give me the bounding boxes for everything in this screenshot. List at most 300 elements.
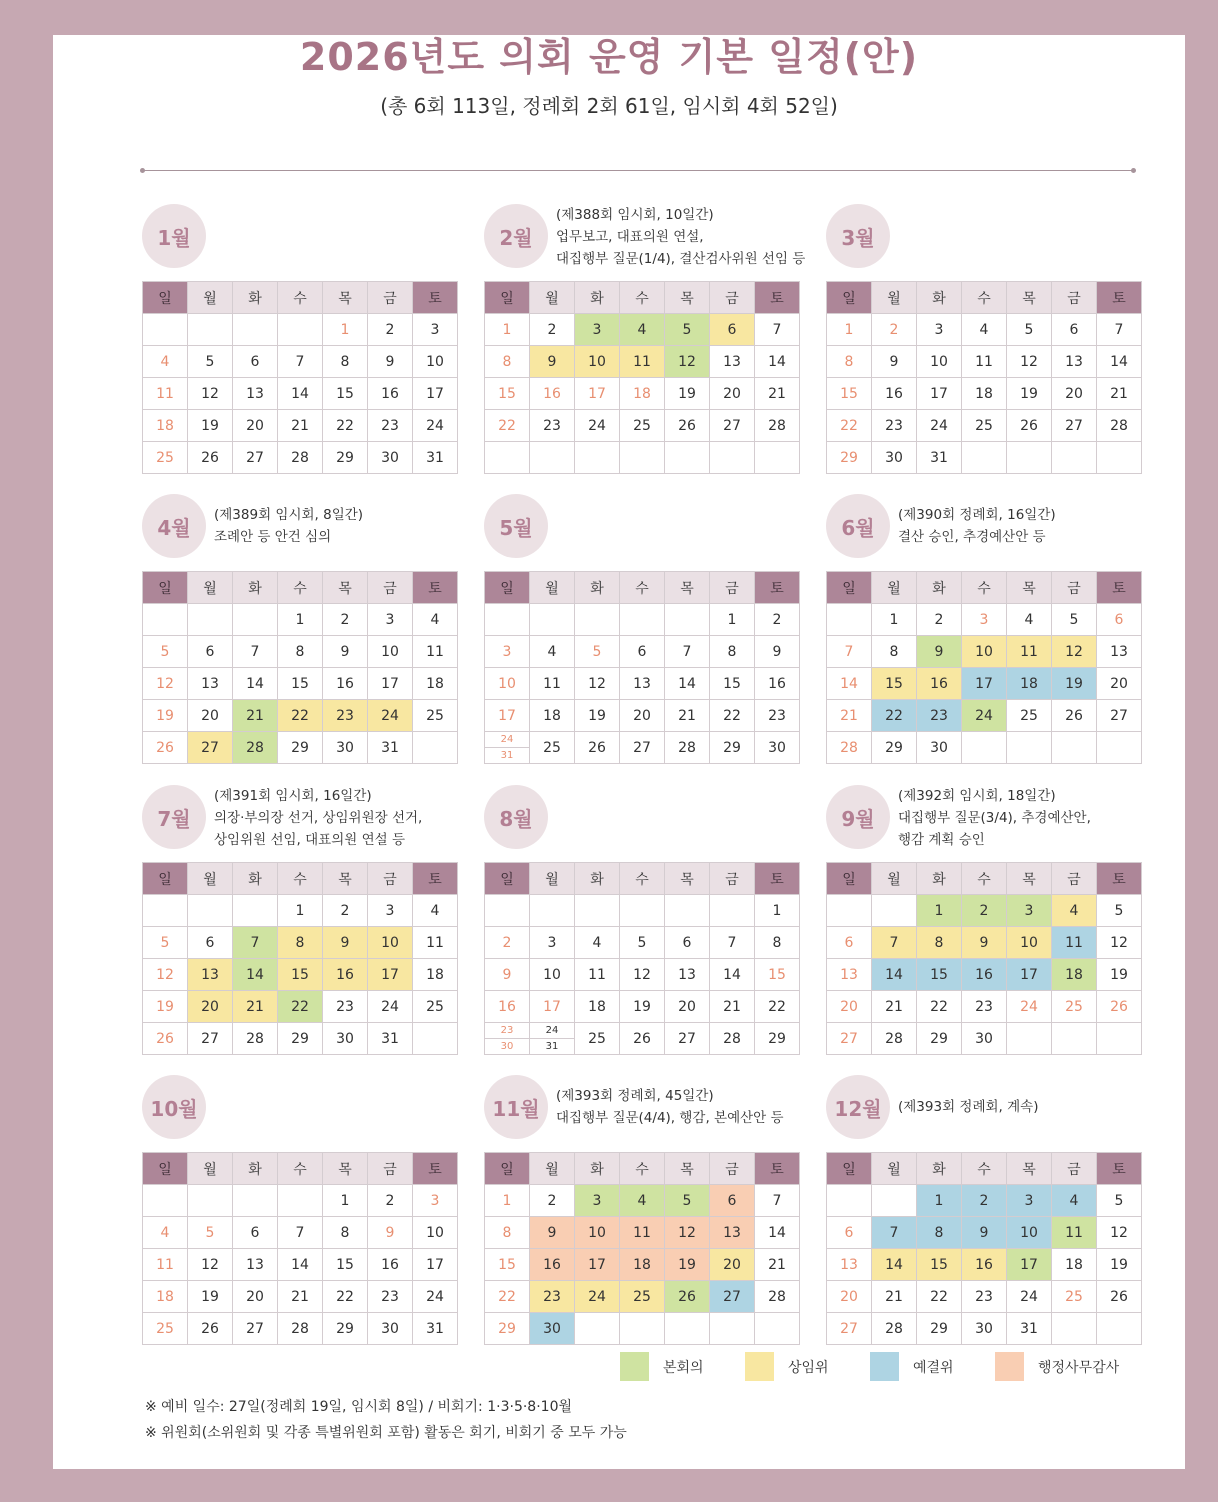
day-cell: 28 [827, 732, 872, 764]
day-cell: 5 [665, 314, 710, 346]
day-cell: 2 [485, 927, 530, 959]
weekday-header: 화 [917, 1153, 962, 1185]
weekday-header: 금 [368, 282, 413, 314]
day-cell: 12 [1052, 636, 1097, 668]
day-cell: 25 [1052, 991, 1097, 1023]
session-note [556, 204, 805, 270]
day-cell: 5 [143, 927, 188, 959]
day-cell: 21 [872, 1281, 917, 1313]
day-cell: 16 [755, 668, 800, 700]
day-cell: 15 [917, 959, 962, 991]
day-cell: 23 [530, 1281, 575, 1313]
day-cell: 21 [710, 991, 755, 1023]
day-cell: 9 [323, 927, 368, 959]
day-cell: 25 [620, 1281, 665, 1313]
weekday-header: 월 [872, 863, 917, 895]
weekday-header: 월 [872, 282, 917, 314]
day-cell: 29 [917, 1313, 962, 1345]
day-cell: 24 [575, 410, 620, 442]
session-note-line: 의장·부의장 선거, 상임위원장 선거, [214, 810, 423, 826]
day-cell: 8 [323, 1217, 368, 1249]
day-cell: 16 [872, 378, 917, 410]
legend-item-budget-committee [870, 1352, 954, 1381]
day-cell: 6 [827, 927, 872, 959]
day-cell: 21 [872, 991, 917, 1023]
day-cell: 20 [620, 700, 665, 732]
day-cell: 15 [485, 378, 530, 410]
day-cell: 6 [233, 1217, 278, 1249]
day-cell: 4 [620, 1185, 665, 1217]
day-cell: 21 [755, 1249, 800, 1281]
day-cell: 14 [755, 1217, 800, 1249]
day-cell: 21 [233, 700, 278, 732]
day-cell: 8 [917, 1217, 962, 1249]
day-cell: 15 [710, 668, 755, 700]
day-cell [530, 442, 575, 474]
day-cell: 14 [233, 668, 278, 700]
day-cell: 31 [368, 1023, 413, 1055]
day-cell: 11 [413, 636, 458, 668]
day-cell: 18 [620, 1249, 665, 1281]
day-cell: 12 [665, 1217, 710, 1249]
weekday-header: 금 [710, 1153, 755, 1185]
day-cell: 7 [755, 1185, 800, 1217]
legend-item-audit [995, 1352, 1119, 1381]
day-cell: 11 [575, 959, 620, 991]
legend-item-plenary [620, 1352, 704, 1381]
day-cell: 3 [575, 1185, 620, 1217]
weekday-header: 목 [323, 863, 368, 895]
day-cell: 5 [188, 346, 233, 378]
day-cell: 13 [620, 668, 665, 700]
weekday-header: 토 [1097, 863, 1142, 895]
weekday-header: 금 [710, 282, 755, 314]
day-cell: 11 [1052, 927, 1097, 959]
weekday-header: 토 [413, 1153, 458, 1185]
weekday-header: 수 [962, 282, 1007, 314]
weekday-header: 화 [233, 282, 278, 314]
day-cell: 17 [1007, 959, 1052, 991]
day-cell: 28 [665, 732, 710, 764]
weekday-header: 금 [1052, 572, 1097, 604]
day-cell: 10 [530, 959, 575, 991]
day-cell: 1 [755, 895, 800, 927]
day-cell [278, 314, 323, 346]
session-note-line: (제390회 정례회, 16일간) [898, 507, 1056, 523]
day-cell: 16 [323, 959, 368, 991]
month-badge: 8월 [484, 785, 548, 849]
day-cell: 3 [917, 314, 962, 346]
day-cell: 28 [755, 410, 800, 442]
day-cell: 25 [143, 442, 188, 474]
day-cell: 29 [827, 442, 872, 474]
day-cell: 17 [368, 668, 413, 700]
day-cell: 2 [962, 1185, 1007, 1217]
weekday-header: 화 [575, 1153, 620, 1185]
weekday-header: 일 [143, 282, 188, 314]
day-cell: 29 [710, 732, 755, 764]
session-note-line: (제391회 임시회, 16일간) [214, 788, 372, 804]
weekday-header: 토 [755, 863, 800, 895]
day-cell: 5 [1007, 314, 1052, 346]
day-cell: 6 [233, 346, 278, 378]
day-cell: 15 [872, 668, 917, 700]
day-cell: 5 [620, 927, 665, 959]
day-cell: 9 [530, 346, 575, 378]
day-cell: 12 [143, 959, 188, 991]
day-cell: 23 [368, 1281, 413, 1313]
day-cell: 28 [278, 1313, 323, 1345]
weekday-header: 금 [710, 572, 755, 604]
day-cell: 1 [323, 1185, 368, 1217]
day-cell: 6 [710, 314, 755, 346]
weekday-header: 토 [755, 572, 800, 604]
weekday-header: 목 [665, 572, 710, 604]
day-cell: 17 [530, 991, 575, 1023]
day-cell: 5 [575, 636, 620, 668]
day-cell: 29 [278, 732, 323, 764]
day-cell: 30 [323, 732, 368, 764]
day-cell: 2 [323, 895, 368, 927]
legend-label: 본회의 [663, 1359, 704, 1376]
day-cell: 22 [755, 991, 800, 1023]
weekday-header: 목 [665, 282, 710, 314]
day-cell: 18 [1052, 1249, 1097, 1281]
day-cell: 13 [827, 1249, 872, 1281]
weekday-header: 수 [620, 572, 665, 604]
weekday-header: 목 [323, 282, 368, 314]
day-cell: 1 [485, 1185, 530, 1217]
day-cell: 30 [755, 732, 800, 764]
session-note-line: 대집행부 질문(4/4), 행감, 본예산안 등 [556, 1110, 784, 1126]
day-cell: 17 [413, 1249, 458, 1281]
day-cell: 15 [323, 1249, 368, 1281]
day-cell: 9 [368, 1217, 413, 1249]
day-cell: 27 [665, 1023, 710, 1055]
day-cell: 17 [575, 378, 620, 410]
title-divider [142, 170, 1134, 171]
day-cell: 21 [827, 700, 872, 732]
day-cell: 25 [620, 410, 665, 442]
day-cell [1097, 442, 1142, 474]
weekday-header: 금 [710, 863, 755, 895]
day-cell [620, 604, 665, 636]
day-cell: 7 [665, 636, 710, 668]
day-cell: 29 [278, 1023, 323, 1055]
day-cell: 5 [1052, 604, 1097, 636]
day-cell: 10 [413, 1217, 458, 1249]
weekday-header: 수 [278, 282, 323, 314]
day-cell: 20 [710, 1249, 755, 1281]
weekday-header: 화 [233, 572, 278, 604]
month-badge: 6월 [826, 494, 890, 558]
weekday-header: 토 [755, 282, 800, 314]
weekday-header: 일 [827, 572, 872, 604]
day-cell: 22 [323, 1281, 368, 1313]
month-table [142, 1152, 458, 1345]
day-cell: 6 [827, 1217, 872, 1249]
day-cell [575, 442, 620, 474]
weekday-header: 수 [962, 863, 1007, 895]
weekday-header: 화 [575, 282, 620, 314]
day-cell: 8 [710, 636, 755, 668]
day-cell: 27 [233, 1313, 278, 1345]
day-cell: 30 [962, 1313, 1007, 1345]
day-cell: 8 [872, 636, 917, 668]
day-cell [485, 732, 530, 764]
day-cell: 24 [962, 700, 1007, 732]
weekday-header: 월 [530, 282, 575, 314]
day-cell: 31 [368, 732, 413, 764]
day-cell: 10 [575, 1217, 620, 1249]
day-cell: 9 [485, 959, 530, 991]
day-cell: 8 [485, 1217, 530, 1249]
day-cell: 16 [368, 1249, 413, 1281]
day-cell: 14 [755, 346, 800, 378]
weekday-header: 일 [485, 282, 530, 314]
day-cell: 21 [278, 410, 323, 442]
day-cell: 30 [368, 442, 413, 474]
day-cell: 12 [1007, 346, 1052, 378]
day-cell: 10 [917, 346, 962, 378]
day-cell: 28 [233, 732, 278, 764]
weekday-header: 월 [188, 572, 233, 604]
day-cell: 24 [413, 1281, 458, 1313]
month-table [484, 1152, 800, 1345]
day-cell: 21 [1097, 378, 1142, 410]
day-cell: 23 [323, 991, 368, 1023]
day-cell: 18 [962, 378, 1007, 410]
weekday-header: 화 [575, 572, 620, 604]
weekday-header: 화 [575, 863, 620, 895]
day-cell [143, 314, 188, 346]
day-cell: 2 [368, 314, 413, 346]
day-cell: 17 [962, 668, 1007, 700]
weekday-header: 수 [278, 863, 323, 895]
day-cell: 26 [665, 410, 710, 442]
month-badge: 5월 [484, 494, 548, 558]
day-cell: 18 [143, 410, 188, 442]
legend-label: 예결위 [913, 1359, 954, 1376]
day-cell: 11 [962, 346, 1007, 378]
day-cell: 5 [1097, 1185, 1142, 1217]
day-cell: 27 [188, 732, 233, 764]
day-cell [188, 1185, 233, 1217]
day-cell [710, 442, 755, 474]
day-cell: 11 [143, 378, 188, 410]
day-cell: 16 [530, 1249, 575, 1281]
day-cell: 8 [755, 927, 800, 959]
day-cell: 6 [188, 636, 233, 668]
day-cell: 29 [485, 1313, 530, 1345]
day-cell: 24 [1007, 991, 1052, 1023]
weekday-header: 금 [1052, 863, 1097, 895]
day-cell [530, 895, 575, 927]
session-note [898, 504, 1056, 548]
day-cell: 3 [1007, 1185, 1052, 1217]
day-cell: 20 [665, 991, 710, 1023]
day-cell: 18 [143, 1281, 188, 1313]
day-cell: 13 [1052, 346, 1097, 378]
day-cell: 20 [188, 991, 233, 1023]
day-cell: 10 [368, 636, 413, 668]
day-cell: 15 [278, 668, 323, 700]
day-cell: 9 [917, 636, 962, 668]
session-note [214, 504, 363, 548]
day-cell: 26 [665, 1281, 710, 1313]
weekday-header: 일 [485, 863, 530, 895]
month-table [142, 281, 458, 474]
day-cell: 22 [485, 1281, 530, 1313]
day-cell: 4 [143, 346, 188, 378]
day-cell [233, 895, 278, 927]
weekday-header: 화 [917, 863, 962, 895]
day-cell: 22 [323, 410, 368, 442]
day-cell: 11 [620, 346, 665, 378]
day-cell: 16 [323, 668, 368, 700]
session-note-line: (제393회 정례회, 45일간) [556, 1088, 714, 1104]
day-cell: 25 [143, 1313, 188, 1345]
day-cell: 18 [530, 700, 575, 732]
day-cell: 4 [1052, 1185, 1097, 1217]
day-cell: 19 [143, 700, 188, 732]
day-cell: 22 [278, 991, 323, 1023]
day-cell: 16 [530, 378, 575, 410]
month-badge: 2월 [484, 204, 548, 268]
day-cell: 25 [1007, 700, 1052, 732]
day-cell: 14 [278, 1249, 323, 1281]
day-cell: 23 [323, 700, 368, 732]
day-cell [188, 314, 233, 346]
day-cell: 4 [413, 895, 458, 927]
legend-label: 행정사무감사 [1038, 1359, 1120, 1376]
day-cell: 19 [143, 991, 188, 1023]
day-number: 24 [530, 1023, 574, 1039]
day-cell [1007, 1023, 1052, 1055]
day-cell: 28 [872, 1313, 917, 1345]
weekday-header: 월 [872, 1153, 917, 1185]
day-cell: 9 [323, 636, 368, 668]
day-cell: 7 [233, 927, 278, 959]
session-note-line: 결산 승인, 추경예산안 등 [898, 529, 1046, 545]
day-cell [1052, 732, 1097, 764]
session-note [556, 1085, 784, 1129]
day-number: 31 [500, 750, 514, 761]
weekday-header: 화 [917, 572, 962, 604]
day-cell: 7 [1097, 314, 1142, 346]
session-note-line: 조례안 등 안건 심의 [214, 529, 332, 545]
day-cell [1052, 442, 1097, 474]
day-cell: 11 [620, 1217, 665, 1249]
day-cell: 25 [962, 410, 1007, 442]
day-cell: 20 [188, 700, 233, 732]
session-note-line: (제393회 정례회, 계속) [898, 1099, 1039, 1115]
month-table [826, 281, 1142, 474]
day-cell: 1 [917, 895, 962, 927]
day-cell [233, 604, 278, 636]
day-cell: 10 [485, 668, 530, 700]
day-cell: 18 [1007, 668, 1052, 700]
day-cell: 23 [755, 700, 800, 732]
session-note [898, 785, 1091, 851]
day-cell: 30 [530, 1313, 575, 1345]
day-cell [143, 895, 188, 927]
day-cell: 27 [1052, 410, 1097, 442]
day-cell: 1 [872, 604, 917, 636]
day-cell: 9 [872, 346, 917, 378]
day-cell: 13 [188, 959, 233, 991]
weekday-header: 월 [530, 1153, 575, 1185]
day-cell: 5 [1097, 895, 1142, 927]
day-cell: 24 [575, 1281, 620, 1313]
day-cell [827, 604, 872, 636]
day-cell: 8 [323, 346, 368, 378]
day-cell: 26 [143, 732, 188, 764]
day-cell: 17 [917, 378, 962, 410]
day-cell: 6 [665, 927, 710, 959]
weekday-header: 일 [485, 572, 530, 604]
day-cell: 20 [1097, 668, 1142, 700]
day-cell: 22 [485, 410, 530, 442]
day-cell: 25 [1052, 1281, 1097, 1313]
session-note [214, 785, 422, 851]
day-cell: 3 [485, 636, 530, 668]
day-cell: 21 [755, 378, 800, 410]
day-cell: 25 [413, 700, 458, 732]
day-cell [485, 895, 530, 927]
day-cell: 14 [278, 378, 323, 410]
day-cell: 27 [827, 1313, 872, 1345]
day-cell: 27 [710, 410, 755, 442]
day-cell: 9 [755, 636, 800, 668]
day-cell: 8 [278, 636, 323, 668]
day-cell: 20 [1052, 378, 1097, 410]
day-cell [1007, 732, 1052, 764]
day-cell: 15 [827, 378, 872, 410]
month-badge: 11월 [484, 1075, 548, 1139]
day-cell: 6 [710, 1185, 755, 1217]
weekday-header: 토 [1097, 282, 1142, 314]
day-cell: 21 [665, 700, 710, 732]
day-cell: 13 [1097, 636, 1142, 668]
weekday-header: 일 [143, 863, 188, 895]
day-cell: 5 [188, 1217, 233, 1249]
weekday-header: 금 [368, 1153, 413, 1185]
day-cell: 20 [827, 991, 872, 1023]
day-cell [872, 895, 917, 927]
day-cell: 7 [710, 927, 755, 959]
day-cell: 14 [872, 959, 917, 991]
day-cell: 12 [575, 668, 620, 700]
day-cell: 5 [143, 636, 188, 668]
session-note-line: 대집행부 질문(3/4), 추경예산안, [898, 810, 1091, 826]
day-cell: 27 [233, 442, 278, 474]
day-cell: 18 [413, 959, 458, 991]
weekday-header: 일 [143, 572, 188, 604]
weekday-header: 일 [827, 1153, 872, 1185]
weekday-header: 토 [1097, 1153, 1142, 1185]
weekday-header: 토 [413, 863, 458, 895]
day-cell: 23 [872, 410, 917, 442]
day-cell: 9 [962, 927, 1007, 959]
day-cell: 11 [143, 1249, 188, 1281]
day-cell: 3 [1007, 895, 1052, 927]
day-cell: 17 [575, 1249, 620, 1281]
day-cell [1007, 442, 1052, 474]
day-cell: 4 [575, 927, 620, 959]
day-cell: 6 [620, 636, 665, 668]
month-table [826, 862, 1142, 1055]
